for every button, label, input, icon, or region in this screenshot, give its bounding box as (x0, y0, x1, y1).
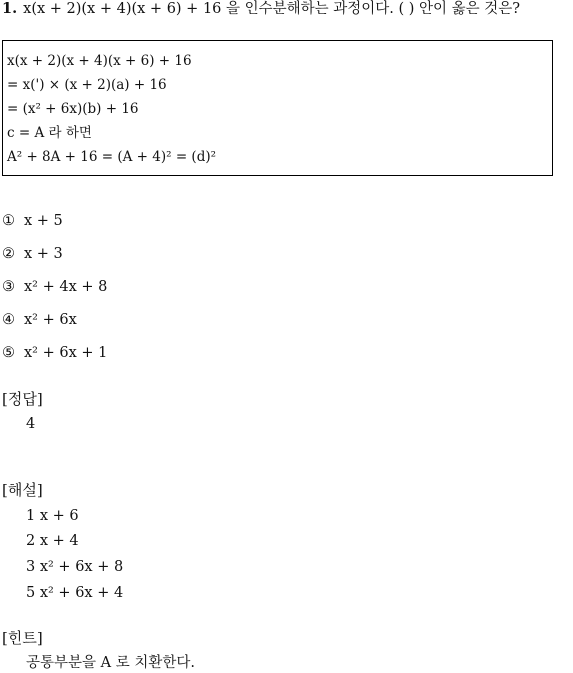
choice-1[interactable] (2, 212, 63, 230)
explanation-line-4: 5 x² + 6x + 4 (26, 585, 124, 601)
explanation-line-3: 3 x² + 6x + 8 (26, 559, 124, 575)
question-number: 1. (2, 0, 18, 17)
explanation-line-2: 2 x + 4 (26, 533, 79, 549)
derivation-line-2: = x(') × (x + 2)(a) + 16 (7, 77, 167, 93)
choice-3[interactable] (2, 278, 107, 296)
hint-text: 공통부분을 A 로 치환한다. (26, 655, 195, 671)
question-title (2, 0, 520, 18)
choice-4[interactable] (2, 311, 77, 329)
explanation-label: [해설] (2, 481, 43, 499)
choice-5[interactable] (2, 344, 107, 362)
choice-1-text: x + 5 (24, 213, 63, 229)
choice-3-text: x² + 4x + 8 (24, 279, 108, 295)
choice-2-mark: ② (2, 246, 15, 262)
hint-label: [힌트] (2, 629, 43, 647)
derivation-line-1: x(x + 2)(x + 4)(x + 6) + 16 (7, 53, 192, 69)
answer-value: 4 (26, 416, 36, 432)
choice-1-mark: ① (2, 213, 15, 229)
choice-5-mark: ⑤ (2, 345, 15, 361)
derivation-line-4: c = A 라 하면 (7, 125, 92, 141)
derivation-line-5: A² + 8A + 16 = (A + 4)² = (d)² (7, 149, 217, 165)
question-text: x(x + 2)(x + 4)(x + 6) + 16 을 인수분해하는 과정이다. ( ) 안이 옳은 것은? (23, 1, 521, 17)
choice-2-text: x + 3 (24, 246, 63, 262)
choice-4-text: x² + 6x (24, 312, 77, 328)
explanation-line-1: 1 x + 6 (26, 508, 79, 524)
choice-5-text: x² + 6x + 1 (24, 345, 108, 361)
choice-4-mark: ④ (2, 312, 15, 328)
choice-2[interactable] (2, 245, 63, 263)
choice-3-mark: ③ (2, 279, 15, 295)
derivation-box (2, 40, 553, 176)
derivation-line-3: = (x² + 6x)(b) + 16 (7, 101, 139, 117)
answer-label: [정답] (2, 390, 43, 408)
